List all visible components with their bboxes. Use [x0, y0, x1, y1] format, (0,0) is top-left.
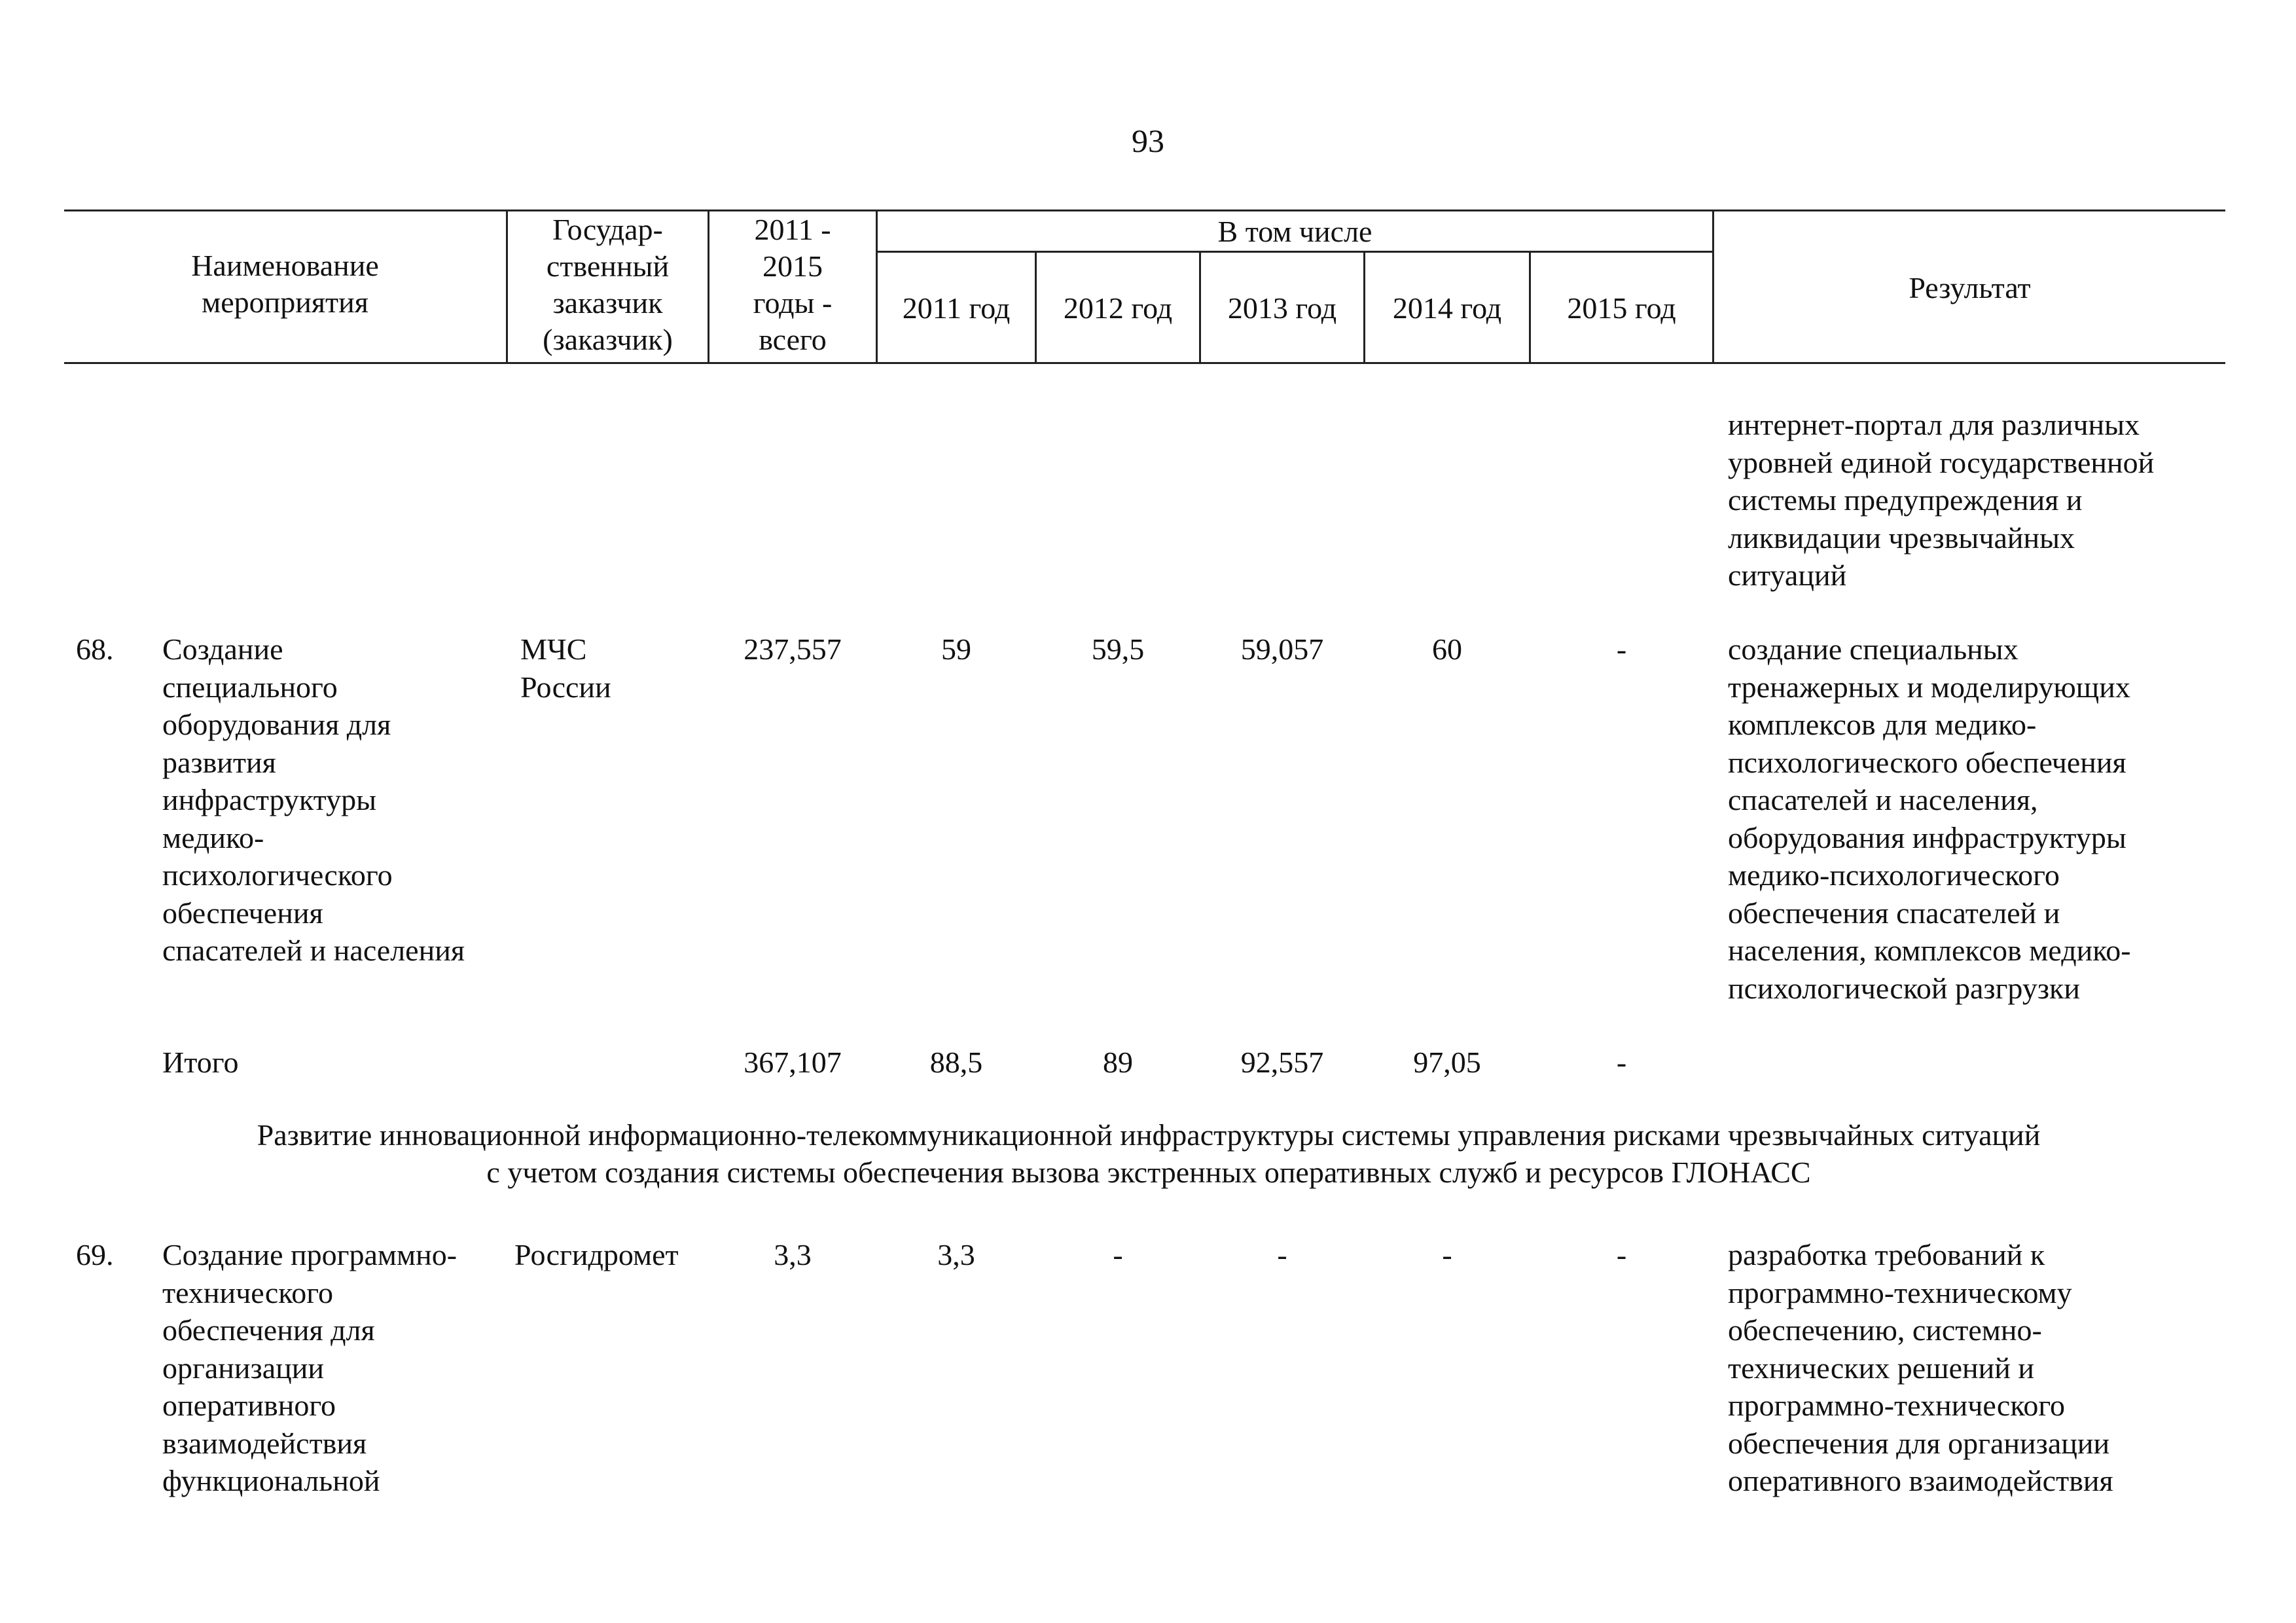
header-top-rule	[64, 210, 2225, 211]
row-2014: -	[1442, 1238, 1452, 1271]
header-total: 2011 - 2015 годы - всего	[753, 213, 833, 356]
row-customer: Росгидромет	[514, 1238, 679, 1271]
row-2012: 59,5	[1091, 632, 1145, 666]
header-2014: 2014 год	[1392, 291, 1502, 325]
total-2015: -	[1616, 1046, 1627, 1079]
page-number: 93	[1132, 122, 1164, 159]
header-2015: 2015 год	[1567, 291, 1676, 325]
row-2012: -	[1113, 1238, 1123, 1271]
row-2015: -	[1616, 632, 1627, 666]
row-2015: -	[1616, 1238, 1627, 1271]
total-2012: 89	[1103, 1046, 1133, 1079]
row-2011: 59	[941, 632, 971, 666]
total-2011: 88,5	[929, 1046, 983, 1079]
header-bottom-rule	[64, 362, 2225, 364]
header-name: Наименование мероприятия	[191, 249, 379, 319]
row-result: создание специальных тренажерных и моделирующих комплексов для медико- психологического обеспечения спасателей и населения, оборудования инфраструктуры медико-психологического обеспечения спасателей и населения, комплексов медико- психологической разгрузки	[1728, 632, 2131, 1005]
row-2013: -	[1277, 1238, 1287, 1271]
row-customer: МЧС России	[520, 632, 611, 704]
header-result: Результат	[1909, 271, 2031, 304]
header-2013: 2013 год	[1227, 291, 1337, 325]
continuation-result: интернет-портал для различных уровней единой государственной системы предупреждения и ликвидации чрезвычайных ситуаций	[1728, 408, 2155, 592]
including-rule	[876, 251, 1712, 253]
header-2011: 2011 год	[902, 291, 1011, 325]
section-title: Развитие инновационной информационно-телекоммуникационной инфраструктуры системы управления рисками чрезвычайных ситуаций с учетом создания системы обеспечения вызова экстренных оперативных служб и ресурсов ГЛОНАСС	[257, 1118, 2041, 1189]
row-result: разработка требований к программно-техническому обеспечению, системно- технических решений и программно-технического обеспечения для организации оперативного взаимодействия	[1728, 1238, 2113, 1497]
row-total: 237,557	[744, 632, 842, 666]
row-number: 68.	[76, 632, 114, 666]
row-name: Создание специального оборудования для развития инфраструктуры медико- психологического обеспечения спасателей и населения	[162, 632, 465, 967]
row-2011: 3,3	[937, 1238, 975, 1271]
total-2013: 92,557	[1240, 1046, 1324, 1079]
row-2013: 59,057	[1240, 632, 1324, 666]
row-total: 3,3	[774, 1238, 812, 1271]
total-2014: 97,05	[1413, 1046, 1481, 1079]
row-2014: 60	[1432, 632, 1462, 666]
header-2012: 2012 год	[1063, 291, 1173, 325]
row-name: Создание программно- технического обеспечения для организации оперативного взаимодействия функциональной	[162, 1238, 457, 1497]
total-sum: 367,107	[744, 1046, 842, 1079]
header-including: В том числе	[1217, 215, 1372, 248]
header-customer: Государ- ственный заказчик (заказчик)	[543, 213, 673, 356]
row-number: 69.	[76, 1238, 114, 1271]
total-label: Итого	[162, 1046, 239, 1079]
